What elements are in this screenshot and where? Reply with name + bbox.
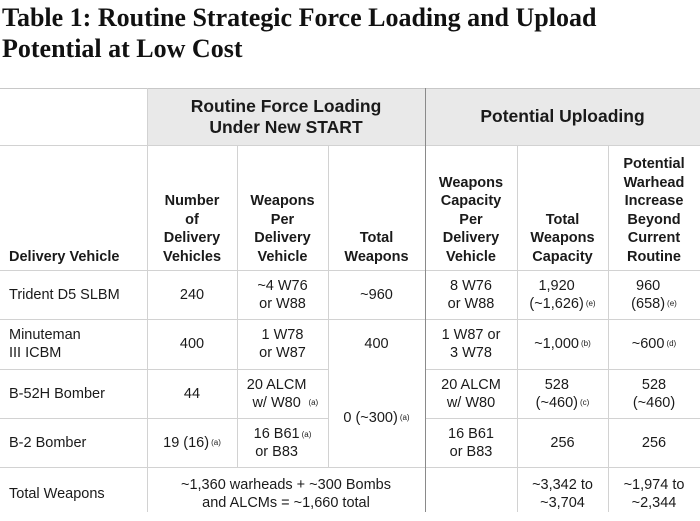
row-trident-number: 240 [179, 286, 205, 303]
row-b52h-total-capacity-value: 528 (~460) [535, 376, 578, 411]
header-total-capacity: Total Weapons Capacity [530, 211, 595, 265]
row-b52h-capacity-per: 20 ALCM w/ W80 [441, 376, 501, 411]
totals-routine: ~1,360 warheads + ~300 Bombs and ALCMs = ~1,660 total [181, 477, 391, 511]
row-minuteman-number: 400 [179, 336, 205, 352]
row-minuteman-vehicle: Minuteman III ICBM [9, 327, 81, 361]
row-b2-total-capacity: 256 [550, 434, 575, 451]
totals-label: Total Weapons [9, 486, 105, 502]
bomber-total-value: 0 (~300) [343, 410, 398, 426]
footnote-e: (e) [667, 299, 677, 308]
row-trident-increase-value: 960 (658) [631, 277, 666, 312]
footnote-d: (d) [666, 339, 677, 348]
footnote-a: (a) [308, 398, 319, 407]
row-b52h-per-value: 20 ALCM w/ W80 [246, 376, 307, 411]
row-minuteman-increase-value: ~600 [631, 336, 665, 352]
totals-increase: ~1,974 to ~2,344 [623, 477, 685, 511]
row-trident-total-capacity-value: 1,920 (~1,626) [529, 277, 584, 312]
row-b52h-vehicle: B-52H Bomber [9, 385, 105, 402]
bomber-total-weapons [328, 369, 425, 467]
row-b52h-total-capacity [517, 369, 608, 418]
row-minuteman-per: 1 W78 or W87 [259, 327, 306, 361]
row-minuteman-capacity-per: 1 W87 or 3 W78 [441, 327, 501, 361]
footnote-a: (a) [301, 430, 312, 439]
row-b52h-per [237, 369, 328, 418]
row-trident-total-capacity [517, 270, 608, 319]
row-b52h-number: 44 [183, 385, 201, 402]
header-warhead-increase: Potential Warhead Increase Beyond Current Routine [623, 156, 685, 265]
table-title: Table 1: Routine Strategic Force Loading and Upload Potential at Low Cost [2, 3, 597, 63]
row-trident-total: ~960 [360, 286, 393, 303]
header-number-of-vehicles: Number of Delivery Vehicles [162, 193, 222, 265]
row-b2-capacity-per: 16 B61 or B83 [448, 425, 494, 460]
totals-total-capacity: ~3,342 to ~3,704 [532, 477, 593, 511]
group-routine-loading: Routine Force Loading Under New START [190, 95, 382, 137]
footnote-a: (a) [399, 413, 410, 422]
row-trident-capacity-per: 8 W76 or W88 [447, 277, 495, 312]
header-capacity-per-vehicle: Weapons Capacity Per Delivery Vehicle [438, 174, 504, 265]
row-trident-increase [608, 270, 700, 319]
row-b2-per [237, 418, 328, 467]
footnote-c: (c) [580, 398, 590, 407]
footnote-b: (b) [580, 339, 591, 348]
row-minuteman-increase [608, 319, 700, 369]
header-total-weapons: Total Weapons [344, 230, 409, 265]
group-potential-uploading: Potential Uploading [480, 106, 645, 126]
row-b2-vehicle: B-2 Bomber [9, 434, 87, 451]
row-minuteman-total-capacity-value: ~1,000 [534, 336, 579, 352]
row-trident-vehicle: Trident D5 SLBM [9, 286, 120, 303]
row-b2-per-value: 16 B61 or B83 [253, 425, 300, 460]
footnote-e: (e) [585, 299, 596, 308]
header-delivery-vehicle: Delivery Vehicle [9, 248, 120, 265]
row-minuteman-total: 400 [364, 336, 389, 352]
row-minuteman-total-capacity [517, 319, 608, 369]
footnote-a: (a) [211, 437, 221, 447]
header-weapons-per-vehicle: Weapons Per Delivery Vehicle [250, 193, 315, 265]
row-b2-increase: 256 [641, 434, 667, 451]
row-trident-per: ~4 W76 or W88 [257, 277, 308, 312]
row-b2-number [147, 418, 237, 467]
row-b2-number-value: 19 (16) [163, 434, 210, 451]
row-b52h-increase: 528 (~460) [632, 376, 676, 411]
